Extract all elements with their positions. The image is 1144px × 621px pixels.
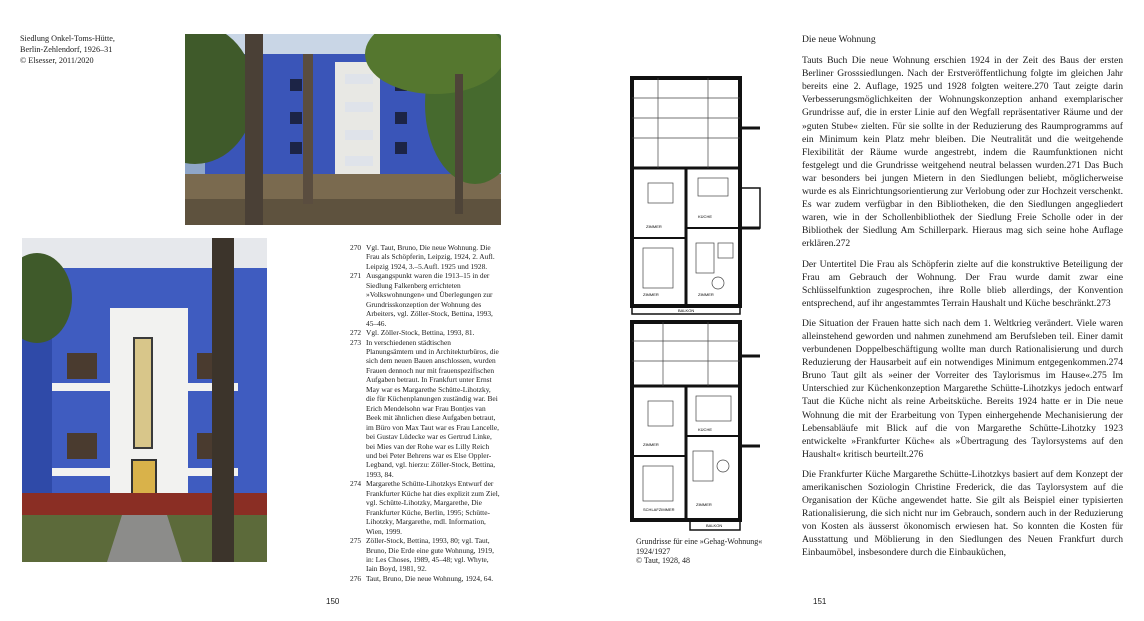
plan-label: KÜCHE [698,214,713,219]
footnote-number: 271 [350,271,362,281]
page-number-left: 150 [326,597,340,606]
main-text [802,33,1123,567]
footnote [350,479,500,536]
plan-label: KÜCHE [698,427,713,432]
caption-line: 1924/1927 [636,546,671,556]
footnote-number: 276 [350,573,362,583]
paragraph: Tauts Buch Die neue Wohnung erschien 1924 in der Zeit des Baus der ersten Berliner Grosssiedlungen. Nach der Erstveröffentlichung folgte im gleichen Jahr bereits eine 2. Auflage, 1925 und 1928 folgten weitere.270 Taut zeigte darin Verbesserungsmöglichkeiten der Wohnungskonzeption anhand exemplarischer Grundrisse auf, die in erster Linie auf den Wegfall repräsentativer Räume und der »guten Stube« zielten. Für sie sollte in der Reduzierung des Raumprogramms auf ein Minimum kein Platz mehr bleiben. Die Neutralität und die weitgehende Flexibilität der Räume wurde angestrebt, indem die Raumfunktionen nicht festgelegt und die Grundrisse weitgehend neutral belassen wurden.271 Das Buch war besonders bei jungen Mietern in den Siedlungen beliebt, möglicherweise wurde es als Einrichtungsorientierung zur Verlobung oder zur Hochzeit verschenkt. Es war zudem verfügbar in den Bibliotheken, die den Siedlungen angegliedert waren, wie in der Schollenbibliothek der Siedlung Freie Scholle oder in der Bibliothek der Siedlung Am Schillerpark. Hieraus mag sich seine hohe Auflage erklären.272 [802,55,1123,250]
footnote-text: Taut, Bruno, Die neue Wohnung, 1924, 64. [366,573,494,583]
footnote-text: Ausgangspunkt waren die 1913–15 in der Siedlung Falkenberg errichteten »Volkswohnungen« und Überlegungen zur Grundrisskonzeption der Wohnung des Arbeiters, vgl. Zöller-Stock, Bettina, 1993, 45–46. [366,271,493,328]
footnote [350,243,500,271]
footnote-text: In verschiedenen städtischen Planungsämtern und in Architekturbüros, die sich dem neuen Bauen anschlossen, wurden Frauen dennoch nur mit frauenspezifischen Aufgaben betraut. In Frankfurt unter Ernst May war es Margarethe Schütte-Lihotzky, die für Küchenplanungen zuständig war. Bei Erich Mendelsohn war Frau Bontjes van Beek mit ähnlichen diese Aufgaben betraut, im Büro von Max Taut war es Frau Lancelle, bei Gustav Lüdecke war es Gertrud Linke, bei Mies van der Rohe war es Lilly Reich und bei Peter Behrens war es Else Oppler-Legband, vgl. hierzu: Zöller-Stock, Bettina, 1993, 84. [366,337,499,479]
caption-line: Grundrisse für eine »Gehag-Wohnung« [636,537,763,546]
footnote [350,271,500,328]
caption-line: Berlin-Zehlendorf, 1926–31 [20,45,113,54]
footnote-number: 270 [350,243,362,252]
footnote [350,328,500,337]
settlement-photo-top [185,34,501,225]
plan-label: BALKON [706,523,723,528]
footnote-number: 273 [350,337,362,347]
footnote-text: Zöller-Stock, Bettina, 1993, 80; vgl. Taut, Bruno, Die Erde eine gute Wohnung, 1919, in: Les Choses, 1989, 45–48; vgl. Whyte, Iain Boyd, 1981, 92. [366,536,494,574]
paragraph: Die Situation der Frauen hatte sich nach dem 1. Weltkrieg verändert. Viele waren alleinstehend geworden und nahmen zunehmend am Berufsleben teil. Einer damit verbundenen Doppelbeschäftigung wollte man durch Rationalisierung und durch Reduzierung der Hausarbeit auf ein notwendiges Minimum entgegenkommen.274 Bruno Taut gilt als »einer der Vorreiter des Taylorismus im Hause«.275 Im Unterschied zur Küchenkonzeption Margarethe Schütte-Lihotzkys jedoch entwarf Taut die Küche nicht als reine Arbeitsküche. Bereits 1924 hatte er in Die neue Wohnung die mit der Erarbeitung von Typen einhergehende Mechanisierung der Lebensabläufe mit Blick auf die von Margarethe Schütte-Lihotzky 1923 entwickelte »Frankfurter Küche« als »Übertragung des Taylorsystems auf den Haushalt« kritisch beurteilt.276 [802,317,1123,460]
paragraph: Die Frankfurter Küche Margarethe Schütte-Lihotzkys basiert auf dem Konzept der amerikanischen Soziologin Christine Frederick, die das Taylorsystem auf die Organisation der Küche angewendet hatte. Sie gilt als Beispiel einer typisierten Rationalisierung, die sich nicht nur im Gebrauch, sondern auch in der Reduzierung von Kosten als äusserst ökonomisch erwiesen hat. So konnten die Kosten für Ausstattung und Möblierung in den Siedlungen des Neuen Frankfurt durch Einbaumöbel, insbesondere durch die Einbauküchen, [802,468,1123,559]
footnote-number: 275 [350,536,362,546]
plan-label: BALKON [678,308,695,313]
settlement-photo-bottom [22,238,267,562]
plan-label: ZIMMER [643,442,659,447]
paragraph: Der Untertitel Die Frau als Schöpferin zielte auf die konstruktive Beteiligung der Frau am Gebrauch der Wohnung. Der Frau wurde damit zwar eine Schlüsselfunktion zugesprochen, ihre Rolle blieb allerdings, der Konvention entsprechend, auf ihr angestammtes Terrain Haushalt und Küche beschränkt.273 [802,258,1123,309]
floor-plan-bottom [628,316,766,540]
caption-line: Siedlung Onkel-Toms-Hütte, [20,34,115,43]
plan-label: ZIMMER [646,224,662,229]
footnote-text: Margarethe Schütte-Lihotzkys Entwurf der Frankfurter Küche hat dies explizit zum Ziel, vgl. Schütte-Lihotzky, Margarethe, Die Frankfurter Küche, Berlin, 1995; Schütte-Lihotzky, Margarethe, mdl. Information, Wien, 1999. [366,479,500,536]
plan-label: ZIMMER [643,292,659,297]
page-number-right: 151 [813,597,827,606]
footnote [350,338,500,480]
footnote [350,574,500,583]
section-heading: Die neue Wohnung [802,34,876,45]
caption-line: © Elsesser, 2011/2020 [20,56,94,65]
plan-label: SCHLAFZIMMER [643,507,675,512]
footnote-text: Vgl. Zöller-Stock, Bettina, 1993, 81. [366,328,475,338]
footnote-number: 274 [350,479,362,489]
footnotes [350,243,500,583]
footnote-text: Vgl. Taut, Bruno, Die neue Wohnung. Die Frau als Schöpferin, Leipzig, 1924, 2. Aufl. Leipzig 1924, 3.–5.Aufl. 1925 und 1928. [366,243,495,271]
caption-line: © Taut, 1928, 48 [636,556,691,565]
plan-label: ZIMMER [696,502,712,507]
footnote [350,536,500,574]
plan-caption [636,537,786,566]
footnote-number: 272 [350,328,362,338]
photo-caption [20,33,180,66]
plan-label: ZIMMER [698,292,714,297]
floor-plan-top [628,68,766,318]
